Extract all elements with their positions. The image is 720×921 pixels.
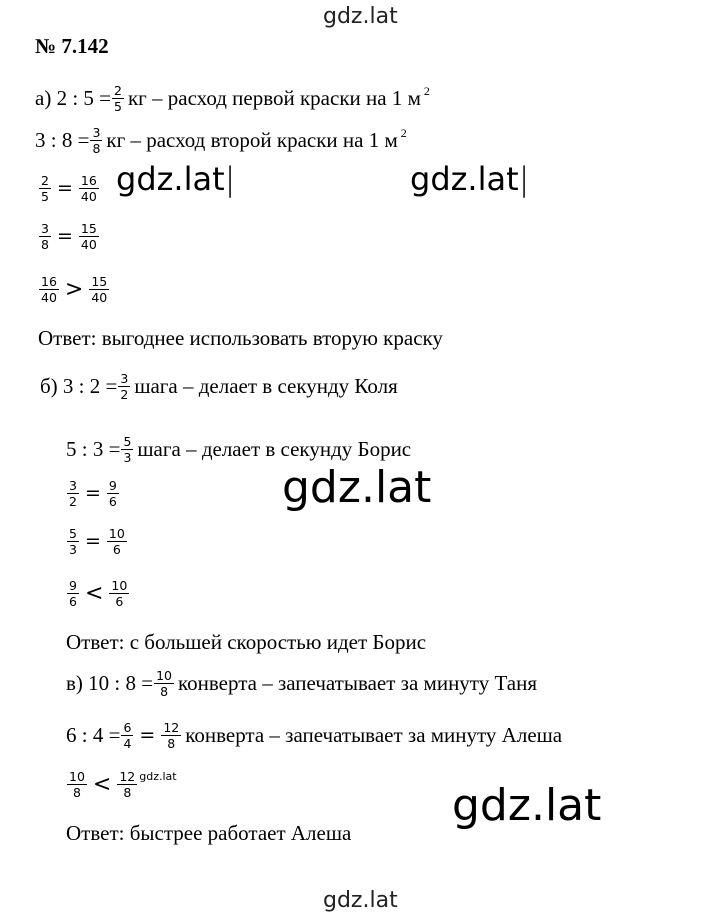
c-comparison: $\frac{10}{8}$ < $\frac{12}{8}$ gdz.lat: [69, 769, 177, 801]
c-line-2: 6 : 4 = $\frac{6}{4}$ = $\frac{12}{8}$ конверта – запечатывает за минуту Алеша: [66, 720, 563, 752]
watermark-top: gdz.lat: [323, 4, 398, 29]
problem-number: № 7.142: [35, 34, 109, 58]
b-comparison: $\frac{9}{6}$ < $\frac{10}{6}$: [69, 578, 128, 610]
watermark-lower-right: gdz.lat: [452, 780, 602, 831]
fraction: $\frac{3}{8}$: [92, 125, 101, 157]
watermark-center: gdz.lat: [282, 462, 432, 513]
a-comparison: $\frac{16}{40}$ > $\frac{15}{40}$: [41, 274, 108, 306]
a-eq-1: $\frac{2}{5}$ = $\frac{16}{40}$: [41, 173, 97, 205]
b-line-1: б) 3 : 2 = $\frac{3}{2}$ шага – делает в секунду Коля: [40, 371, 398, 403]
b-eq-1: $\frac{3}{2}$ = $\frac{9}{6}$: [69, 478, 117, 510]
watermark-inline: gdz.lat: [139, 770, 177, 784]
watermark-left: gdz.lat|: [116, 160, 236, 198]
b-answer: Ответ: с большей скоростью идет Борис: [66, 630, 427, 654]
a-eq-2: $\frac{3}{8}$ = $\frac{15}{40}$: [41, 221, 97, 253]
c-answer: Ответ: быстрее работает Алеша: [66, 821, 352, 845]
fraction: $\frac{2}{5}$: [114, 83, 122, 115]
a-line-1: а) 2 : 5 = $\frac{2}{5}$ кг – расход первой краски на 1 м $^2$: [35, 83, 430, 115]
watermark-bottom: gdz.lat: [323, 888, 398, 913]
b-eq-2: $\frac{5}{3}$ = $\frac{10}{6}$: [69, 526, 125, 558]
a-answer: Ответ: выгоднее использовать вторую краску: [38, 326, 443, 350]
a-line-2: 3 : 8 = $\frac{3}{8}$ кг – расход второй краски на 1 м $^2$: [35, 125, 407, 157]
b-line-2: 5 : 3 = $\frac{5}{3}$ шага – делает в секунду Борис: [66, 434, 412, 466]
watermark-right: gdz.lat|: [410, 160, 530, 198]
c-line-1: в) 10 : 8 = $\frac{10}{8}$ конверта – запечатывает за минуту Таня: [66, 668, 537, 700]
